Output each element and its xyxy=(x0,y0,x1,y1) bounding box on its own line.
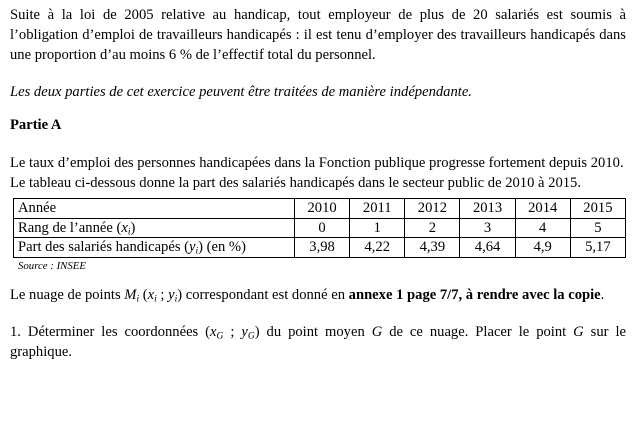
text-segment: y xyxy=(241,323,248,340)
text-segment: G xyxy=(371,323,383,340)
value-cell: 0 xyxy=(295,218,350,238)
value-cell: 4,9 xyxy=(515,238,570,258)
text-segment: sur le graphique. xyxy=(10,323,626,360)
text-segment: G xyxy=(573,323,584,340)
table-row xyxy=(14,199,626,219)
value-cell: 2014 xyxy=(515,199,570,219)
text-segment: i xyxy=(136,293,140,304)
data-table xyxy=(13,198,626,258)
value-cell: 3,98 xyxy=(295,238,350,258)
text-segment: Le nuage de points xyxy=(10,286,125,303)
text-segment: ) du point moyen xyxy=(254,323,372,340)
value-cell: 5 xyxy=(570,218,625,238)
value-cell: 4,39 xyxy=(405,238,460,258)
intro-paragraph: Suite à la loi de 2005 relative au handicap, tout employeur de plus de 20 salariés est soumis à l’obligation d’emploi de travailleurs handicapés : il est tenu d’employer des travailleurs handicapés dans une proportion d’au moins 6 % de l’effectif total du personnel. xyxy=(10,7,626,63)
source-caption: Source : INSEE xyxy=(18,259,86,272)
value-cell: 2015 xyxy=(570,199,625,219)
text-segment: Année xyxy=(18,200,57,216)
text-segment: i xyxy=(127,226,131,237)
text-segment: i xyxy=(195,246,199,257)
value-cell: 3 xyxy=(460,218,515,238)
text-segment: x xyxy=(210,323,217,340)
value-cell: 2013 xyxy=(460,199,515,219)
independence-note: Les deux parties de cet exercice peuvent être traitées de manière indépendante. xyxy=(10,84,472,100)
text-segment: Rang de l’année ( xyxy=(18,219,122,236)
text-segment: ) (en %) xyxy=(198,239,246,255)
row-label-cell xyxy=(14,199,295,219)
text-segment: ) xyxy=(130,219,136,236)
nuage-paragraph xyxy=(10,285,626,305)
value-cell: 4,22 xyxy=(350,238,405,258)
value-cell: 2011 xyxy=(350,199,405,219)
tableau-paragraph: Le tableau ci-dessous donne la part des salariés handicapés dans le secteur public de 2010 à 2015. xyxy=(10,175,581,191)
table-row xyxy=(14,218,626,238)
value-cell: 2 xyxy=(405,218,460,238)
partie-a-heading: Partie A xyxy=(10,117,62,133)
text-segment: i xyxy=(174,293,178,304)
text-segment: ; xyxy=(156,286,169,303)
question-1 xyxy=(10,322,626,362)
text-segment: x xyxy=(121,219,128,236)
value-cell: 2012 xyxy=(405,199,460,219)
text-segment: M xyxy=(124,286,137,303)
text-segment: y xyxy=(189,239,196,255)
value-cell: 1 xyxy=(350,218,405,238)
text-segment: ( xyxy=(139,286,148,303)
data-table-body xyxy=(14,199,626,258)
value-cell: 2010 xyxy=(295,199,350,219)
text-segment: 1. Déterminer les coordonnées ( xyxy=(10,323,211,340)
text-segment: ; xyxy=(223,323,242,340)
text-segment: ) correspondant est donné en xyxy=(177,286,349,303)
text-segment: y xyxy=(168,286,175,303)
text-segment: G xyxy=(247,330,255,341)
value-cell: 4 xyxy=(515,218,570,238)
text-segment: x xyxy=(147,286,155,303)
taux-paragraph: Le taux d’emploi des personnes handicapées dans la Fonction publique progresse fortement depuis 2010. xyxy=(10,155,624,171)
row-label-cell xyxy=(14,238,295,258)
text-segment: . xyxy=(600,286,605,303)
text-segment: annexe 1 page 7/7, à rendre avec la copie xyxy=(348,286,601,303)
text-segment: de ce nuage. Placer le point xyxy=(382,323,574,340)
text-segment: Part des salariés handicapés ( xyxy=(18,239,190,255)
row-label-cell xyxy=(14,218,295,238)
text-segment: G xyxy=(216,330,224,341)
value-cell: 5,17 xyxy=(570,238,625,258)
value-cell: 4,64 xyxy=(460,238,515,258)
table-row xyxy=(14,238,626,258)
text-segment: i xyxy=(154,293,157,304)
